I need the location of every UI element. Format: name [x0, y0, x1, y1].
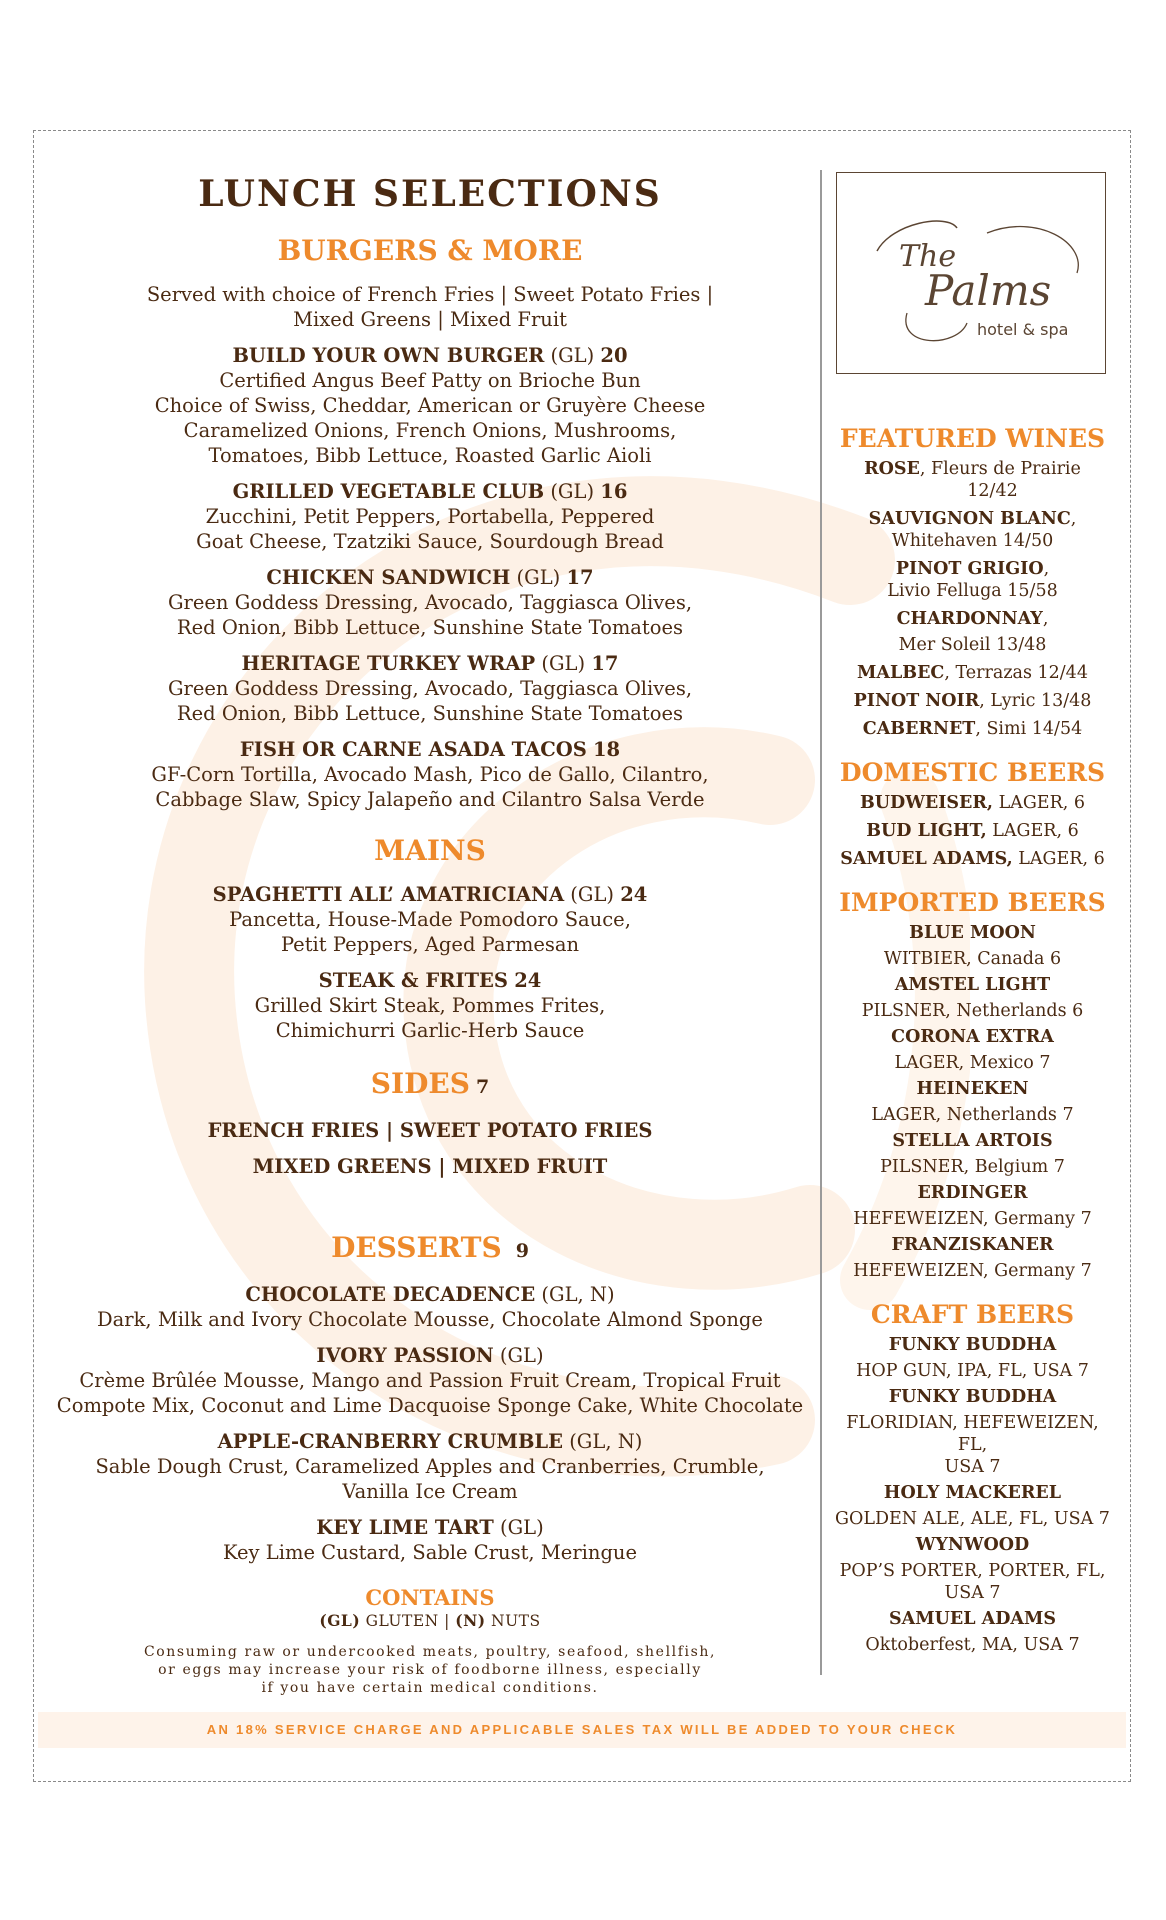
item-description: GF-Corn Tortilla, Avocado Mash, Pico de Gallo, Cilantro,: [151, 763, 709, 786]
section-title-craft: CRAFT BEERS: [870, 1300, 1075, 1329]
item-description: Petit Peppers, Aged Parmesan: [280, 933, 580, 956]
menu-item: [55, 479, 805, 554]
beer-detail: POP’S PORTER, PORTER, FL,: [839, 1561, 1106, 1581]
beer-item: [835, 1182, 1110, 1230]
item-price: 24: [514, 969, 542, 992]
warning-line: Consuming raw or undercooked meats, poultry, seafood, shellfish,: [143, 1644, 717, 1660]
wine-detail: ,: [1070, 509, 1077, 529]
item-description: Chimichurri Garlic-Herb Sauce: [275, 1019, 585, 1042]
beer-item: [835, 974, 1110, 1022]
burgers-intro: [55, 282, 805, 332]
wine-item: [835, 662, 1110, 684]
wine-detail: 12/42: [967, 481, 1018, 501]
item-description: Dark, Milk and Ivory Chocolate Mousse, Chocolate Almond Sponge: [97, 1308, 763, 1331]
item-description: Red Onion, Bibb Lettuce, Sunshine State Tomatoes: [176, 616, 684, 639]
item-tag: (GL): [510, 566, 567, 589]
item-name: GRILLED VEGETABLE CLUB: [232, 480, 545, 503]
item-description: Green Goddess Dressing, Avocado, Taggiasca Olives,: [167, 677, 693, 700]
item-price: 17: [566, 566, 594, 589]
item-name: BUILD YOUR OWN BURGER: [232, 344, 545, 367]
beer-detail: HOP GUN, IPA, FL, USA 7: [856, 1361, 1089, 1381]
section-title-imported: IMPORTED BEERS: [839, 888, 1106, 917]
item-description: Cabbage Slaw, Spicy Jalapeño and Cilantro Salsa Verde: [155, 788, 705, 811]
section-title-desserts: [55, 1231, 805, 1268]
warning-line: or eggs may increase your risk of foodborne illness, especially: [158, 1662, 702, 1678]
menu-item: [55, 1429, 805, 1504]
warning-line: if you have certain medical conditions.: [261, 1680, 599, 1696]
item-tag: (GL, N): [535, 1283, 615, 1306]
food-safety-warning: [55, 1643, 805, 1697]
hotel-logo: [836, 172, 1106, 374]
beer-name: FUNKY BUDDHA: [888, 1335, 1057, 1355]
wine-item: [835, 558, 1110, 602]
beer-name: HEINEKEN: [916, 1079, 1029, 1099]
beer-detail: GOLDEN ALE, ALE, FL, USA 7: [835, 1509, 1110, 1529]
beer-item: [835, 792, 1110, 814]
item-description: Sable Dough Crust, Caramelized Apples and Cranberries, Crumble,: [95, 1455, 765, 1478]
beer-detail: USA 7: [944, 1583, 1001, 1603]
beer-item: [835, 1608, 1110, 1656]
beer-detail: LAGER, 6: [986, 821, 1079, 841]
beer-detail: LAGER, 6: [993, 793, 1086, 813]
item-price: 17: [591, 652, 619, 675]
wine-name: CABERNET: [862, 719, 976, 739]
item-tag: (GL, N): [563, 1430, 643, 1453]
beer-name: SAMUEL ADAMS,: [840, 849, 1013, 869]
beer-name: BLUE MOON: [909, 923, 1036, 943]
wine-detail: , Simi 14/54: [975, 719, 1083, 739]
item-description: Key Lime Custard, Sable Crust, Meringue: [222, 1541, 638, 1564]
contains-title: CONTAINS: [365, 1585, 495, 1610]
menu-item: [55, 1343, 805, 1418]
beer-item: [835, 1026, 1110, 1074]
item-tag: (GL): [564, 883, 621, 906]
item-description: Vanilla Ice Cream: [342, 1480, 518, 1503]
beer-detail: FLORIDIAN, HEFEWEIZEN, FL,: [846, 1413, 1099, 1455]
drinks-column: [835, 172, 1110, 1656]
beer-name: SAMUEL ADAMS: [889, 1609, 1056, 1629]
beer-item: [835, 922, 1110, 970]
desserts-title-text: DESSERTS: [331, 1231, 502, 1264]
menu-item: [55, 1282, 805, 1332]
logo-script-graphic: [837, 173, 1107, 375]
beer-item: [835, 1334, 1110, 1382]
item-name: CHOCOLATE DECADENCE: [245, 1283, 536, 1306]
beer-detail: WITBIER, Canada 6: [883, 949, 1062, 969]
sides-price: 7: [475, 1076, 490, 1098]
beer-name: WYNWOOD: [915, 1535, 1030, 1555]
wine-detail: Mer Soleil 13/48: [898, 635, 1047, 655]
wine-item: [835, 718, 1110, 740]
menu-item: [55, 1515, 805, 1565]
column-divider: [820, 170, 822, 1675]
item-description: Certified Angus Beef Patty on Brioche Bun: [219, 369, 641, 392]
beer-item: [835, 1386, 1110, 1478]
section-title-domestic: DOMESTIC BEERS: [839, 758, 1106, 787]
item-description: Green Goddess Dressing, Avocado, Taggiasca Olives,: [167, 591, 693, 614]
beer-detail: HEFEWEIZEN, Germany 7: [853, 1209, 1092, 1229]
beer-detail: LAGER, 6: [1012, 849, 1105, 869]
beer-item: [835, 1078, 1110, 1126]
section-title-wines: FEATURED WINES: [839, 424, 1106, 453]
wine-item: [835, 690, 1110, 712]
nuts-code: (N): [455, 1611, 486, 1630]
item-name: STEAK & FRITES: [318, 969, 508, 992]
intro-line: Mixed Greens | Mixed Fruit: [293, 308, 567, 331]
wine-detail: , Terrazas 12/44: [944, 663, 1088, 683]
wine-detail: ,: [1043, 559, 1050, 579]
beer-item: [835, 1234, 1110, 1282]
item-name: KEY LIME TART: [316, 1516, 494, 1539]
item-tag: (GL): [535, 652, 592, 675]
wine-detail: , Fleurs de Prairie: [919, 459, 1081, 479]
item-description: Red Onion, Bibb Lettuce, Sunshine State Tomatoes: [176, 702, 684, 725]
wine-name: MALBEC: [857, 663, 945, 683]
wine-name: PINOT NOIR: [853, 691, 980, 711]
gluten-text: GLUTEN |: [360, 1612, 456, 1630]
beer-item: [835, 820, 1110, 842]
item-description: Choice of Swiss, Cheddar, American or Gruyère Cheese: [154, 394, 706, 417]
beer-detail: LAGER, Mexico 7: [894, 1053, 1051, 1073]
item-name: HERITAGE TURKEY WRAP: [241, 652, 536, 675]
beer-detail: USA 7: [944, 1457, 1001, 1477]
beer-name: STELLA ARTOIS: [892, 1131, 1053, 1151]
logo-subtitle: hotel & spa: [977, 320, 1069, 339]
wine-detail: Whitehaven 14/50: [891, 531, 1054, 551]
beer-detail: PILSNER, Belgium 7: [880, 1157, 1065, 1177]
sides-title-text: SIDES: [370, 1067, 470, 1100]
wine-detail: , Lyric 13/48: [979, 691, 1092, 711]
beer-item: [835, 1130, 1110, 1178]
beer-name: FUNKY BUDDHA: [888, 1387, 1057, 1407]
wine-name: ROSE: [864, 459, 920, 479]
item-name: IVORY PASSION: [316, 1344, 494, 1367]
wine-item: [835, 608, 1110, 656]
logo-script-palms: Palms: [925, 266, 1052, 315]
menu-item: [55, 343, 805, 468]
nuts-text: NUTS: [485, 1612, 541, 1630]
beer-detail: LAGER, Netherlands 7: [871, 1105, 1074, 1125]
service-charge-notice: AN 18% SERVICE CHARGE AND APPLICABLE SALES TAX WILL BE ADDED TO YOUR CHECK: [206, 1722, 958, 1737]
wine-name: PINOT GRIGIO: [895, 559, 1044, 579]
item-description: Zucchini, Petit Peppers, Portabella, Peppered: [205, 505, 655, 528]
intro-line: Served with choice of French Fries | Sweet Potato Fries |: [146, 283, 714, 306]
wine-detail: ,: [1042, 609, 1049, 629]
lunch-column: [55, 172, 805, 1697]
item-tag: (GL): [493, 1344, 544, 1367]
item-description: Grilled Skirt Steak, Pommes Frites,: [254, 994, 606, 1017]
beer-detail: PILSNER, Netherlands 6: [861, 1001, 1084, 1021]
beer-name: FRANZISKANER: [891, 1235, 1054, 1255]
menu-item: [55, 651, 805, 726]
wine-name: CHARDONNAY: [896, 609, 1043, 629]
item-description: Crème Brûlée Mousse, Mango and Passion Fruit Cream, Tropical Fruit: [79, 1369, 781, 1392]
gluten-code: (GL): [319, 1611, 361, 1630]
wine-detail: Livio Felluga 15/58: [887, 581, 1058, 601]
beer-detail: HEFEWEIZEN, Germany 7: [853, 1261, 1092, 1281]
beer-name: CORONA EXTRA: [891, 1027, 1054, 1047]
item-description: Pancetta, House-Made Pomodoro Sauce,: [229, 908, 631, 931]
sides-row: FRENCH FRIES | SWEET POTATO FRIES: [207, 1119, 653, 1142]
item-tag: (GL): [493, 1516, 544, 1539]
item-name: APPLE-CRANBERRY CRUMBLE: [217, 1430, 563, 1453]
item-description: Goat Cheese, Tzatziki Sauce, Sourdough Bread: [196, 530, 664, 553]
item-name: FISH OR CARNE ASADA TACOS: [239, 738, 587, 761]
page-title: LUNCH SELECTIONS: [198, 173, 662, 215]
menu-item: [55, 968, 805, 1043]
wine-name: SAUVIGNON BLANC: [868, 509, 1071, 529]
beer-item: [835, 848, 1110, 870]
allergen-legend: [55, 1611, 805, 1631]
item-tag: (GL): [544, 344, 601, 367]
item-description: Compote Mix, Coconut and Lime Dacquoise Sponge Cake, White Chocolate: [56, 1394, 804, 1417]
wine-item: [835, 458, 1110, 502]
menu-item: [55, 882, 805, 957]
item-price: 16: [600, 480, 628, 503]
menu-item: [55, 737, 805, 812]
sides-row: MIXED GREENS | MIXED FRUIT: [252, 1155, 608, 1178]
menu-item: [55, 565, 805, 640]
wine-item: [835, 508, 1110, 552]
item-price: 20: [600, 344, 628, 367]
section-title-mains: MAINS: [374, 834, 486, 867]
beer-name: BUD LIGHT,: [866, 821, 987, 841]
beer-name: BUDWEISER,: [859, 793, 993, 813]
desserts-price: 9: [515, 1240, 529, 1262]
logo-script-the: The: [899, 239, 957, 274]
item-name: CHICKEN SANDWICH: [266, 566, 511, 589]
section-title-burgers: BURGERS & MORE: [277, 234, 583, 267]
beer-name: ERDINGER: [917, 1183, 1028, 1203]
beer-detail: Oktoberfest, MA, USA 7: [865, 1635, 1080, 1655]
item-description: Caramelized Onions, French Onions, Mushrooms,: [183, 419, 677, 442]
beer-item: [835, 1482, 1110, 1530]
item-name: SPAGHETTI ALL’ AMATRICIANA: [212, 883, 565, 906]
beer-item: [835, 1534, 1110, 1604]
item-price: 18: [592, 738, 621, 761]
item-description: Tomatoes, Bibb Lettuce, Roasted Garlic Aioli: [208, 444, 652, 467]
beer-name: AMSTEL LIGHT: [894, 975, 1051, 995]
item-tag: (GL): [544, 480, 601, 503]
section-title-sides: [55, 1067, 805, 1104]
item-price: 24: [620, 883, 648, 906]
beer-name: HOLY MACKEREL: [883, 1483, 1062, 1503]
